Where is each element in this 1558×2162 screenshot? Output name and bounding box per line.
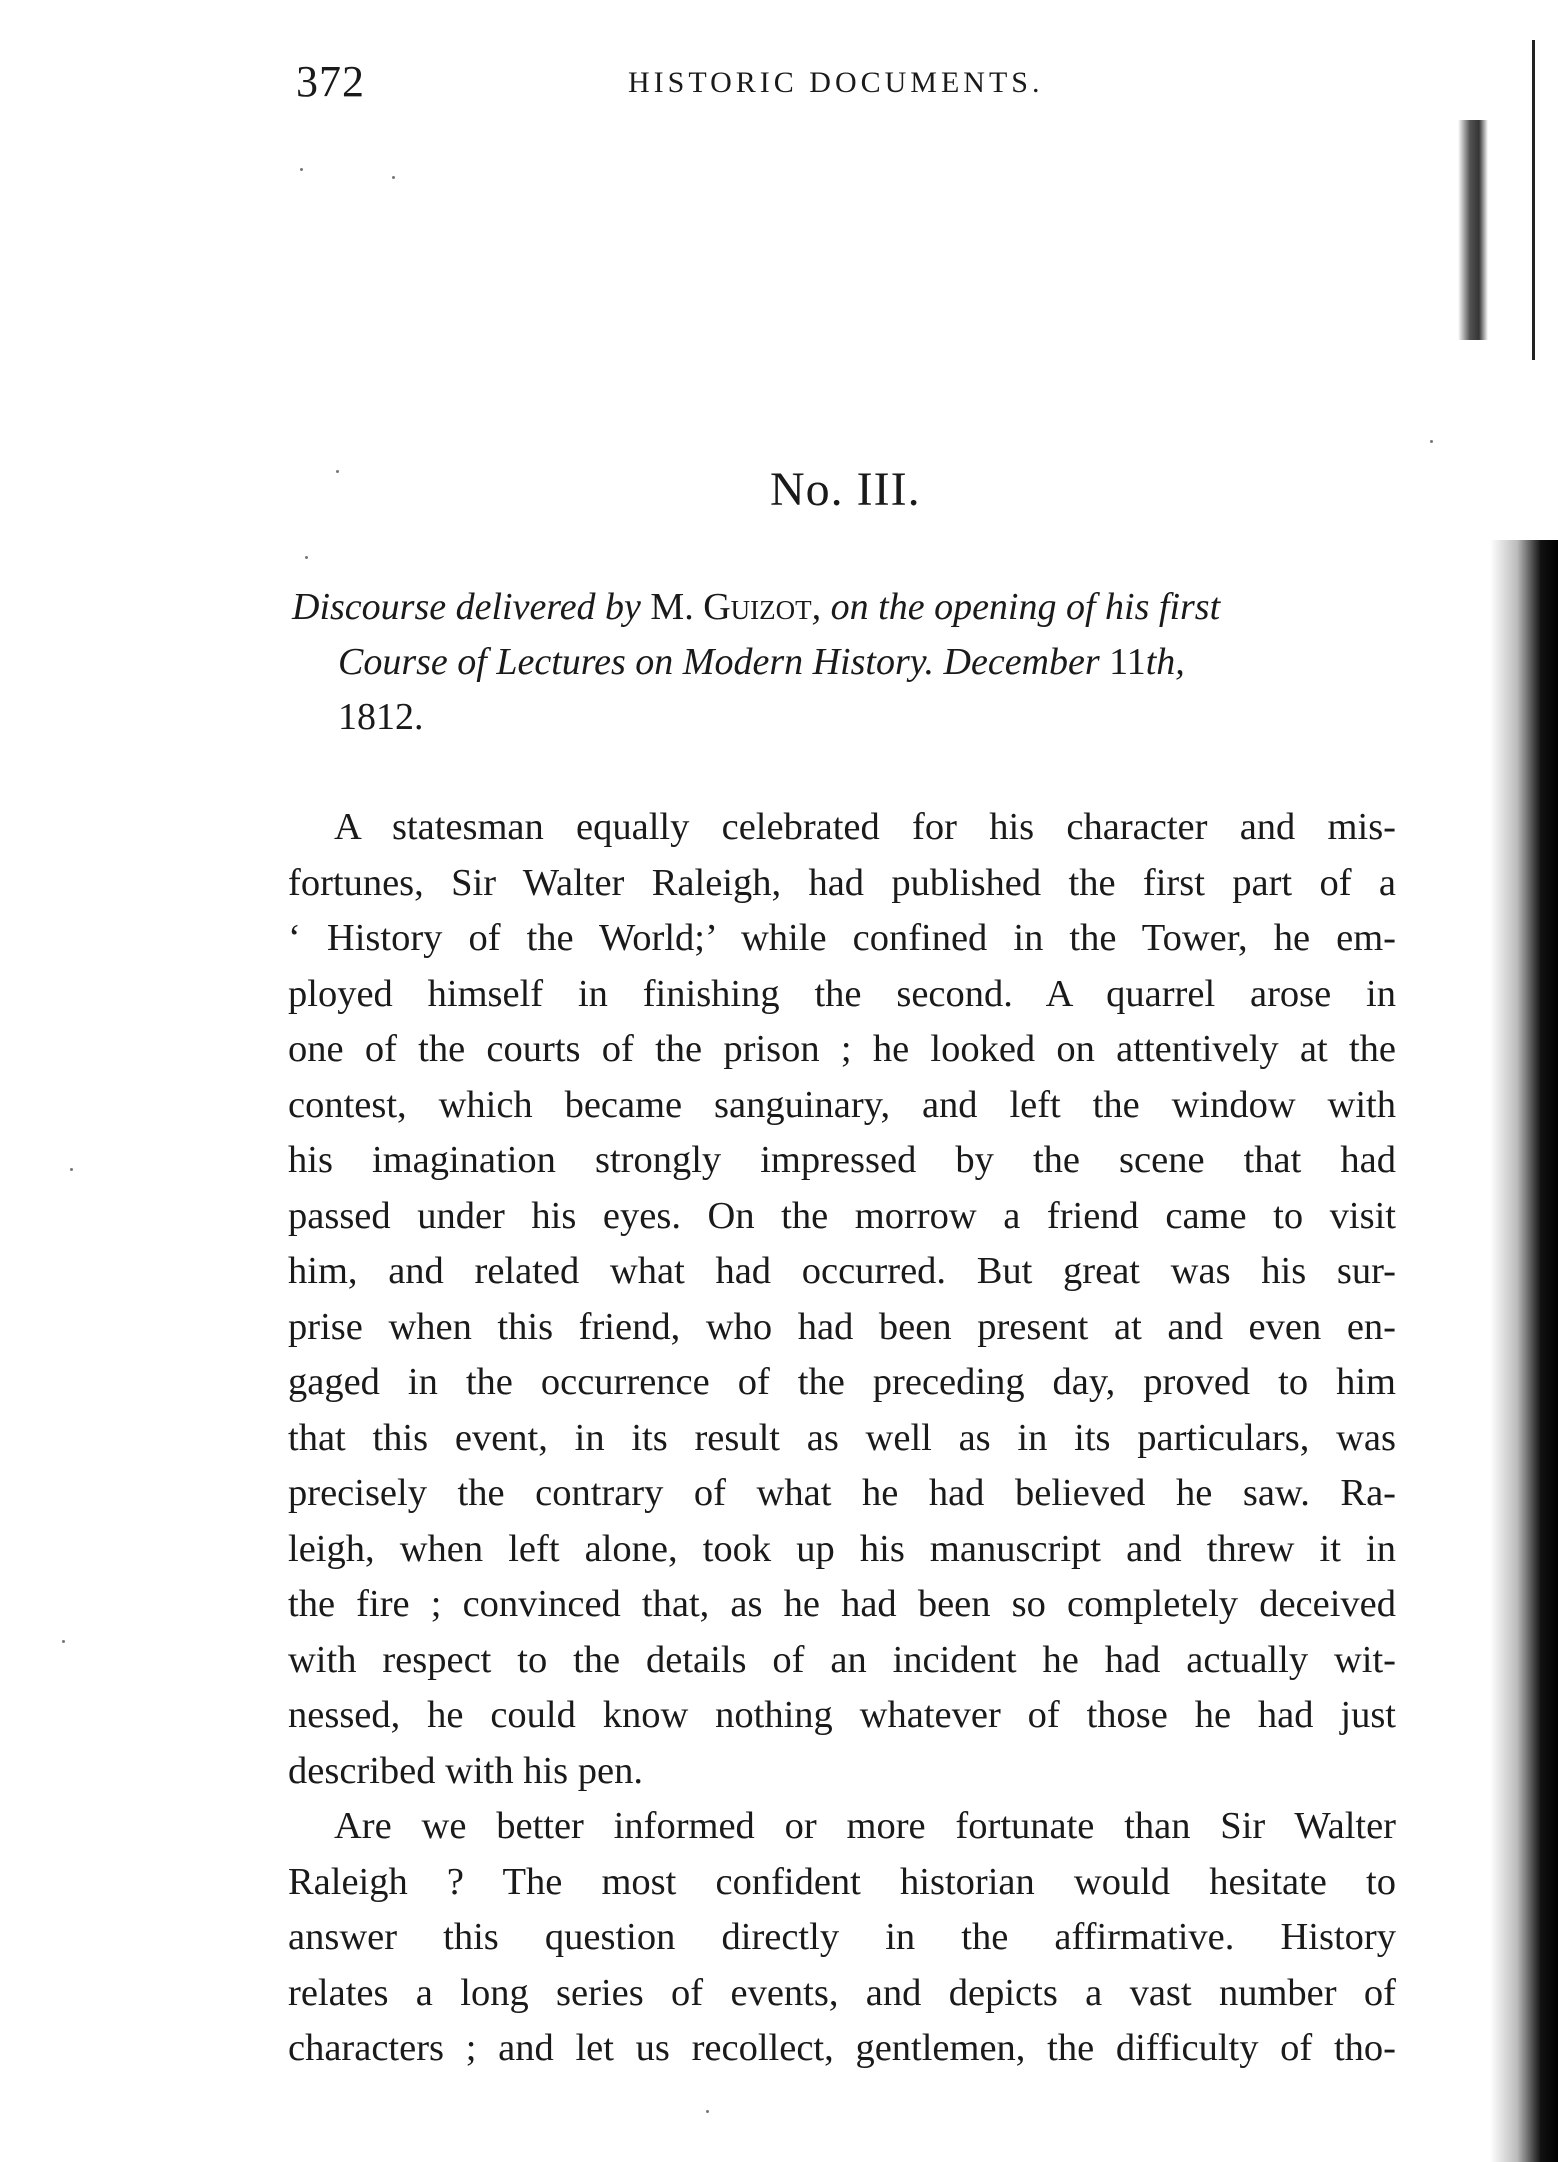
text-line: that this event, in its result as well as in its particulars, was — [288, 1416, 1396, 1459]
binding-shadow-top — [1458, 120, 1488, 340]
scan-speck — [706, 2110, 709, 2113]
text-line: ployed himself in finishing the second. A quarrel arose in — [288, 972, 1396, 1015]
title-text: , on the opening of his first — [811, 586, 1221, 628]
title-year: 1812. — [338, 696, 424, 738]
scan-speck — [1430, 440, 1433, 443]
binding-shadow — [1490, 540, 1558, 2162]
text-line: relates a long series of events, and depicts a vast number of — [288, 1971, 1396, 2014]
text-line: gaged in the occurrence of the preceding day, proved to him — [288, 1361, 1396, 1403]
title-line — [292, 635, 1402, 690]
text-line: nessed, he could know nothing whatever of those he had just — [288, 1694, 1396, 1736]
text-line: A statesman equally celebrated for his character and mis- — [334, 806, 1396, 848]
text-line: precisely the contrary of what he had believed he saw. Ra- — [288, 1472, 1396, 1514]
text-line: described with his pen. — [288, 1749, 643, 1792]
title-text: Course of Lectures on Modern History. December — [338, 641, 1110, 683]
title-text: th, — [1145, 641, 1185, 683]
title-text: Discourse delivered by — [292, 586, 651, 628]
document-number-heading: No. III. — [770, 463, 921, 516]
text-line: the fire ; convinced that, as he had been so completely deceived — [288, 1583, 1396, 1625]
scan-speck — [336, 470, 339, 473]
text-line: fortunes, Sir Walter Raleigh, had published the first part of a — [288, 861, 1396, 904]
text-line: his imagination strongly impressed by the scene that had — [288, 1139, 1396, 1181]
paragraph-1 — [288, 800, 1396, 1799]
text-line: characters ; and let us recollect, gentlemen, the difficulty of tho- — [288, 2027, 1396, 2069]
scan-speck — [70, 1168, 73, 1171]
text-line: with respect to the details of an incident he had actually wit- — [288, 1638, 1396, 1681]
page-edge-line — [1532, 40, 1535, 360]
body-text — [288, 800, 1396, 2077]
title-line — [292, 580, 1402, 635]
scan-speck — [300, 168, 303, 171]
text-line: contest, which became sanguinary, and left the window with — [288, 1083, 1396, 1126]
scan-speck — [305, 556, 308, 559]
text-line: Are we better informed or more fortunate than Sir Walter — [334, 1805, 1396, 1847]
text-line: leigh, when left alone, took up his manuscript and threw it in — [288, 1527, 1396, 1570]
document-title — [292, 580, 1402, 745]
text-line: Raleigh ? The most confident historian would hesitate to — [288, 1860, 1396, 1903]
running-title: HISTORIC DOCUMENTS. — [628, 66, 1044, 99]
author-initial: M. — [650, 586, 704, 628]
text-line: him, and related what had occurred. But great was his sur- — [288, 1250, 1396, 1292]
text-line: ‘ History of the World;’ while confined in the Tower, he em- — [288, 917, 1396, 959]
text-line: passed under his eyes. On the morrow a friend came to visit — [288, 1194, 1396, 1237]
text-line: one of the courts of the prison ; he looked on attentively at the — [288, 1028, 1396, 1070]
scan-speck — [392, 176, 395, 179]
text-line: prise when this friend, who had been present at and even en- — [288, 1305, 1396, 1348]
paragraph-2 — [288, 1799, 1396, 2077]
title-date-number: 11 — [1109, 641, 1146, 683]
text-line: answer this question directly in the affirmative. History — [288, 1916, 1396, 1958]
scan-speck — [62, 1640, 65, 1643]
page-number: 372 — [296, 57, 365, 106]
author-name: Guizot — [703, 586, 812, 628]
